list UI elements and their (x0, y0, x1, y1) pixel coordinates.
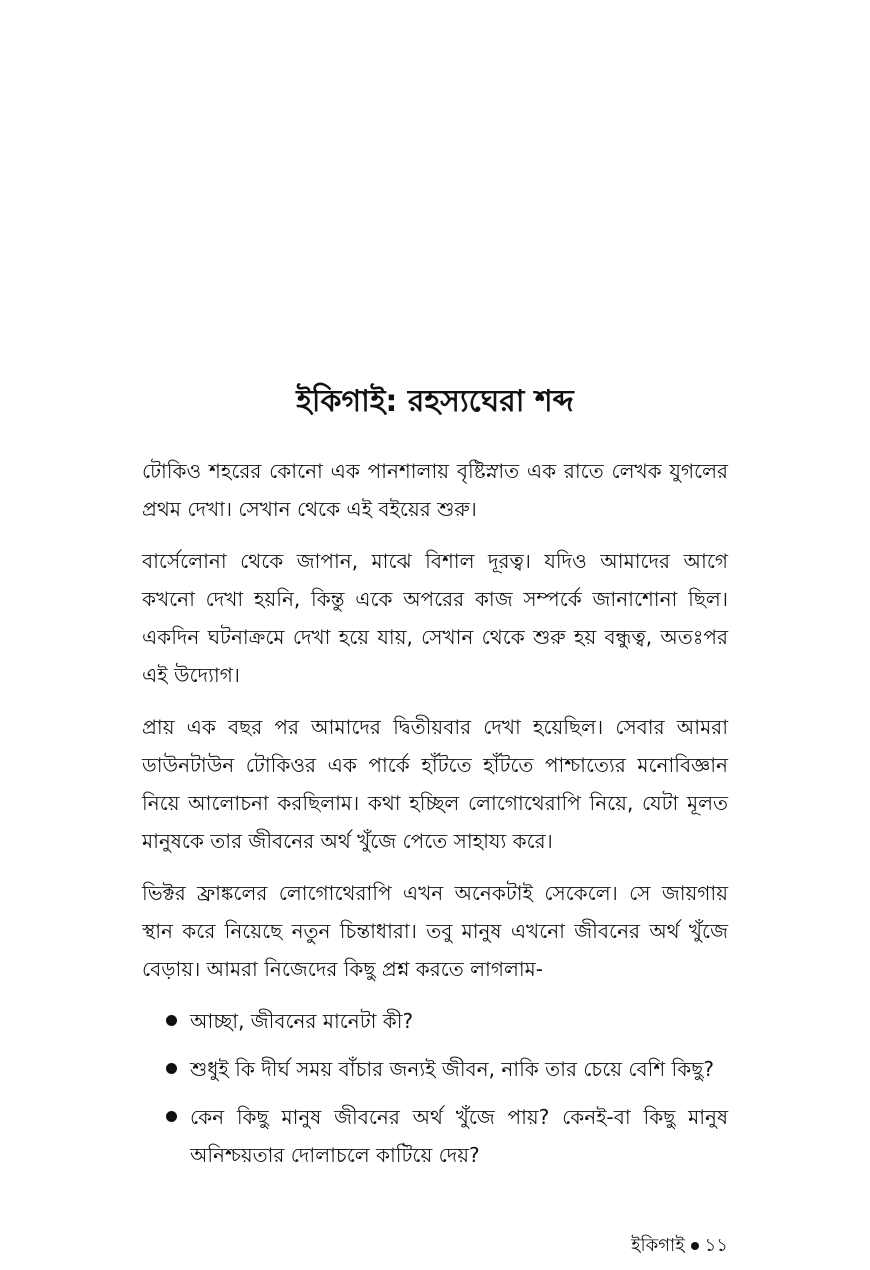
question-list (142, 1002, 728, 1174)
question-text: কেন কিছু মানুষ জীবনের অর্থ খুঁজে পায়? কেনই-বা কিছু মানুষ অনিশ্চয়তার দোলাচলে কাটিয়ে দেয়? (190, 1105, 728, 1167)
question-text: আচ্ছা, জীবনের মানেটা কী? (190, 1009, 414, 1033)
running-title: ইকিগাই (631, 1235, 685, 1256)
separator-dot-icon (691, 1242, 699, 1250)
bullet-icon (166, 1111, 177, 1122)
question-text: শুধুই কি দীর্ঘ সময় বাঁচার জন্যই জীবন, নাকি তার চেয়ে বেশি কিছু? (190, 1057, 714, 1081)
page-number: ১১ (704, 1235, 728, 1256)
chapter-title: ইকিগাই: রহস্যঘেরা শব্দ (296, 384, 574, 419)
paragraph: টোকিও শহরের কোনো এক পানশালায় বৃষ্টিস্নাত এক রাতে লেখক যুগলের প্রথম দেখা। সেখান থেকে এই বইয়ের শুরু। (142, 459, 728, 521)
paragraph: প্রায় এক বছর পর আমাদের দ্বিতীয়বার দেখা হয়েছিল। সেবার আমরা ডাউনটাউন টোকিওর এক পার্কে হাঁটতে হাঁটতে পাশ্চাত্যের মনোবিজ্ঞান নিয়ে আলোচনা করছিলাম। কথা হচ্ছিল লোগোথেরাপি নিয়ে, যেটা মূলত মানুষকে তার জীবনের অর্থ খুঁজে পেতে সাহায্য করে। (142, 715, 728, 853)
paragraph: বার্সেলোনা থেকে জাপান, মাঝে বিশাল দূরত্ব। যদিও আমাদের আগে কখনো দেখা হয়নি, কিন্তু একে অপরের কাজ সম্পর্কে জানাশোনা ছিল। একদিন ঘটনাক্রমে দেখা হয়ে যায়, সেখান থেকে শুরু হয় বন্ধুত্ব, অতঃপর এই উদ্যোগ। (142, 549, 728, 687)
paragraph: ভিক্টর ফ্রাঙ্কলের লোগোথেরাপি এখন অনেকটাই সেকেলে। সে জায়গায় স্থান করে নিয়েছে নতুন চিন্তাধারা। তবু মানুষ এখনো জীবনের অর্থ খুঁজে বেড়ায়। আমরা নিজেদের কিছু প্রশ্ন করতে লাগলাম- (142, 881, 728, 981)
bullet-icon (166, 1015, 177, 1026)
question-item (142, 1050, 728, 1088)
bullet-icon (166, 1063, 177, 1074)
question-item (142, 1002, 728, 1040)
page-footer (631, 1232, 728, 1260)
question-item (142, 1098, 728, 1174)
body-text (142, 452, 728, 1184)
